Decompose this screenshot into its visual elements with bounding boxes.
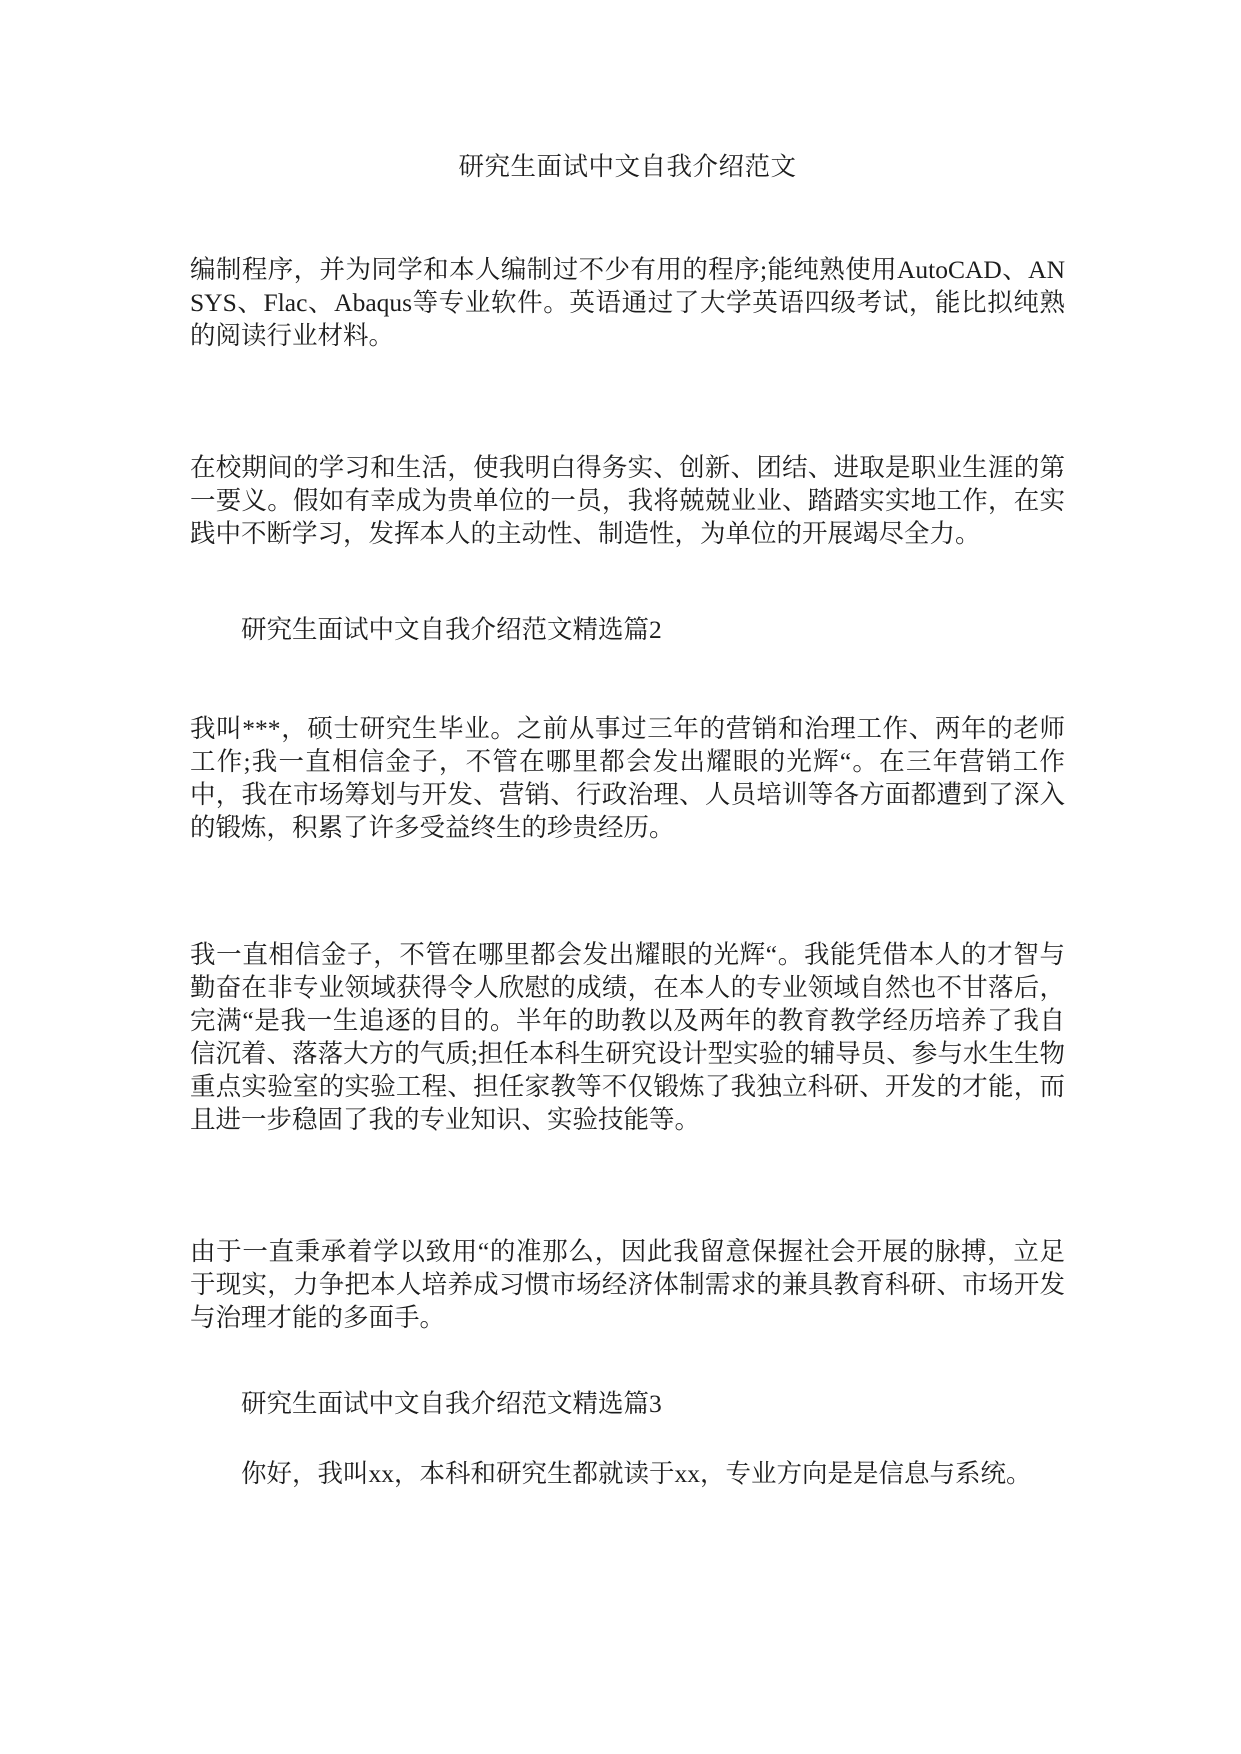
paragraph-4: 我一直相信金子，不管在哪里都会发出耀眼的光辉“。我能凭借本人的才智与勤奋在非专业领域获得令人欣慰的成绩，在本人的专业领域自然也不甘落后，完满“是我一生追逐的目的。半年的助教以及两年的教育教学经历培养了我自信沉着、落落大方的气质;担任本科生研究设计型实验的辅导员、参与水生生物重点实验室的实验工程、担任家教等不仅锻炼了我独立科研、开发的才能，而且进一步稳固了我的专业知识、实验技能等。 xyxy=(190,940,1065,1134)
paragraph-2: 在校期间的学习和生活，使我明白得务实、创新、团结、进取是职业生涯的第一要义。假如有幸成为贵单位的一员，我将兢兢业业、踏踏实实地工作，在实践中不断学习，发挥本人的主动性、制造性，为单位的开展竭尽全力。 xyxy=(190,453,1065,548)
section-heading-3: 研究生面试中文自我介绍范文精选篇3 xyxy=(241,1389,662,1418)
paragraph-5: 由于一直秉承着学以致用“的准那么，因此我留意保握社会开展的脉搏，立足于现实，力争把本人培养成习惯市场经济体制需求的兼具教育科研、市场开发与治理才能的多面手。 xyxy=(190,1237,1065,1332)
section-heading-2: 研究生面试中文自我介绍范文精选篇2 xyxy=(241,615,662,644)
paragraph-1: 编制程序，并为同学和本人编制过不少有用的程序;能纯熟使用AutoCAD、ANSYS、Flac、Abaqus等专业软件。英语通过了大学英语四级考试，能比拟纯熟的阅读行业材料。 xyxy=(190,255,1065,350)
paragraph-6: 你好，我叫xx，本科和研究生都就读于xx，专业方向是是信息与系统。 xyxy=(241,1459,1032,1488)
paragraph-3: 我叫***，硕士研究生毕业。之前从事过三年的营销和治理工作、两年的老师工作;我一直相信金子，不管在哪里都会发出耀眼的光辉“。在三年营销工作中，我在市场筹划与开发、营销、行政治理、人员培训等各方面都遭到了深入的锻炼，积累了许多受益终生的珍贵经历。 xyxy=(190,714,1065,842)
document-title: 研究生面试中文自我介绍范文 xyxy=(458,152,797,181)
